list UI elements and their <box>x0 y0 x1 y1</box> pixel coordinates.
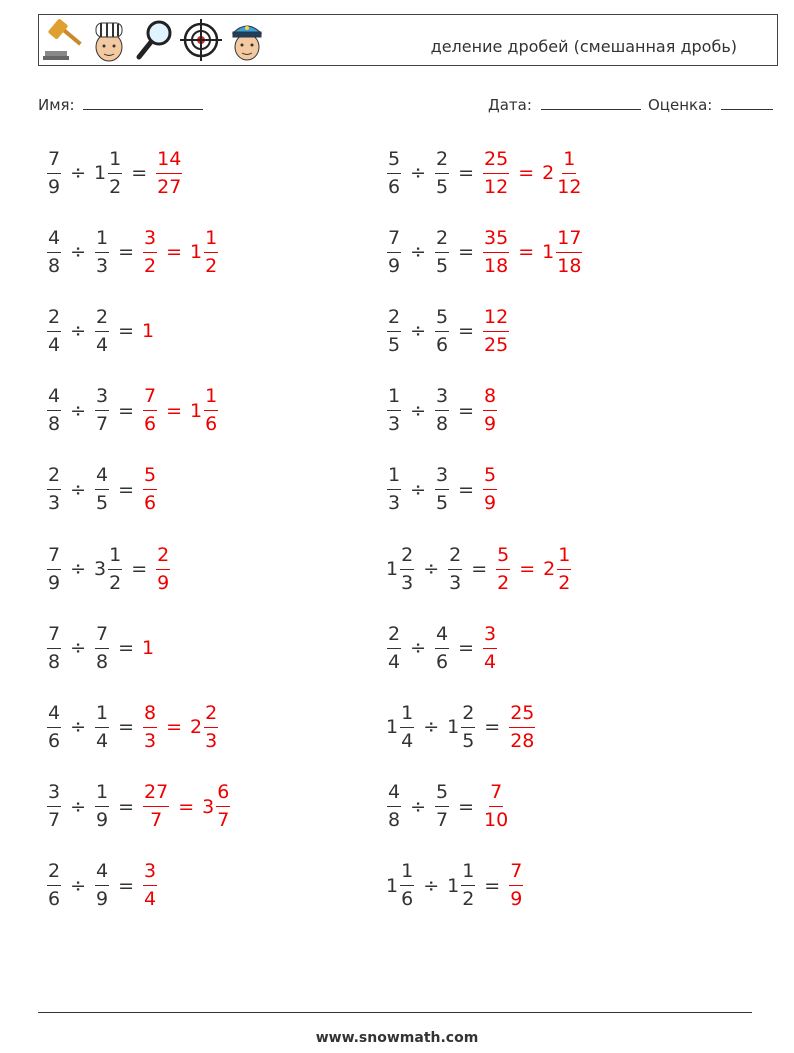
problem-row <box>386 776 510 838</box>
divide-sign: ÷ <box>410 399 427 422</box>
fraction-term <box>482 147 510 198</box>
whole-number: 2 <box>190 716 203 739</box>
fraction-term <box>386 147 402 198</box>
equals-sign: = <box>118 716 135 739</box>
fraction-term <box>142 466 158 513</box>
fraction-term <box>94 305 110 356</box>
divide-sign: ÷ <box>423 716 440 739</box>
date-field <box>488 94 641 114</box>
fraction: $\frac{5}{6}$ <box>436 305 449 356</box>
fraction-term <box>107 543 123 594</box>
fraction: $\frac{1}{3}$ <box>388 464 401 515</box>
divide-sign: ÷ <box>70 399 87 422</box>
problem-row <box>46 538 171 600</box>
fraction: $\frac{7}{9}$ <box>48 147 61 198</box>
fraction-term <box>482 305 510 356</box>
fraction: $\frac{3}{7}$ <box>48 781 61 832</box>
problem-row <box>386 617 498 679</box>
fraction: $\frac{7}{9}$ <box>510 860 523 911</box>
name-line[interactable] <box>83 94 203 110</box>
fraction: $\frac{5}{7}$ <box>436 781 449 832</box>
answer <box>482 783 510 830</box>
fraction: $\frac{4}{6}$ <box>436 622 449 673</box>
fraction-term <box>386 226 402 277</box>
fraction-term <box>434 622 450 673</box>
answer <box>142 226 219 277</box>
fraction: $\frac{2}{5}$ <box>462 701 475 752</box>
equals-sign: = <box>118 399 135 422</box>
fraction-term <box>556 543 572 594</box>
problem-row <box>46 776 231 838</box>
problem-row <box>386 380 498 442</box>
fraction-term <box>508 701 536 752</box>
fraction-term <box>94 226 110 277</box>
fraction-term <box>386 305 402 356</box>
fraction-term <box>203 701 219 752</box>
problem-row <box>46 380 219 442</box>
fraction: $\frac{4}{8}$ <box>48 385 61 436</box>
fraction: $\frac{2}{5}$ <box>388 305 401 356</box>
fraction: $\frac{5}{2}$ <box>497 543 510 594</box>
problem-row <box>386 855 524 917</box>
problem-row <box>46 300 155 362</box>
equals-sign: = <box>166 716 183 739</box>
fraction: $\frac{1}{6}$ <box>205 385 218 436</box>
name-field <box>38 94 203 114</box>
divide-sign: ÷ <box>70 241 87 264</box>
fraction-term <box>447 543 463 594</box>
fraction: $\frac{1}{4}$ <box>96 701 109 752</box>
equals-sign: = <box>166 399 183 422</box>
whole-number: 3 <box>94 558 107 580</box>
problem-row <box>386 538 572 600</box>
fraction: $\frac{2}{5}$ <box>436 226 449 277</box>
fraction: $\frac{1}{4}$ <box>401 701 414 752</box>
divide-sign: ÷ <box>423 874 440 897</box>
fraction-term <box>555 226 583 277</box>
problem-row <box>46 617 155 679</box>
fraction-term <box>142 226 158 277</box>
fraction-term <box>386 466 402 513</box>
whole-number: 1 <box>386 558 399 580</box>
fraction-term <box>46 543 62 594</box>
fraction-term <box>482 226 510 277</box>
answer <box>142 637 155 659</box>
answer <box>482 147 583 198</box>
answer <box>142 387 219 434</box>
fraction: $\frac{4}{8}$ <box>388 781 401 832</box>
fraction: $\frac{2}{4}$ <box>48 305 61 356</box>
fraction-term <box>203 387 219 434</box>
divide-sign: ÷ <box>70 558 87 580</box>
answer <box>142 466 158 513</box>
fraction: $\frac{7}{6}$ <box>144 385 157 436</box>
gavel-icon <box>41 17 85 63</box>
fraction-term <box>495 543 511 594</box>
problem-row <box>46 142 183 204</box>
divide-sign: ÷ <box>410 795 427 818</box>
fraction: $\frac{4}{6}$ <box>48 701 61 752</box>
fraction: $\frac{4}{9}$ <box>96 860 109 911</box>
whole-number: 2 <box>542 162 555 184</box>
fraction-term <box>434 305 450 356</box>
fraction: $\frac{7}{9}$ <box>388 226 401 277</box>
fraction: $\frac{4}{5}$ <box>96 464 109 515</box>
fraction-term <box>482 466 498 513</box>
name-label: Имя: <box>38 96 75 114</box>
fraction: $\frac{1}{3}$ <box>96 226 109 277</box>
answer <box>482 305 510 356</box>
problem-row <box>386 459 498 521</box>
whole-number: 1 <box>386 874 399 897</box>
whole-number: 1 <box>94 162 107 184</box>
answer <box>142 862 158 909</box>
divide-sign: ÷ <box>410 162 427 184</box>
answer <box>508 701 536 752</box>
divide-sign: ÷ <box>70 874 87 897</box>
fraction: $\frac{2}{3}$ <box>205 701 218 752</box>
equals-sign: = <box>178 795 195 818</box>
fraction-term <box>46 147 62 198</box>
fraction-term <box>46 783 62 830</box>
equals-sign: = <box>458 399 475 422</box>
fraction: $\frac{7}{8}$ <box>96 622 109 673</box>
divide-sign: ÷ <box>70 716 87 739</box>
fraction-term <box>434 147 450 198</box>
fraction-term <box>555 147 583 198</box>
equals-sign: = <box>458 478 475 501</box>
fraction: $\frac{8}{9}$ <box>484 385 497 436</box>
fraction: $\frac{2}{6}$ <box>48 860 61 911</box>
fraction-term <box>434 387 450 434</box>
fraction-term <box>94 622 110 673</box>
divide-sign: ÷ <box>410 241 427 264</box>
fraction-term <box>434 783 450 830</box>
fraction-term <box>482 622 498 673</box>
prisoner-icon <box>87 17 131 63</box>
fraction-term <box>46 862 62 909</box>
date-line[interactable] <box>541 94 641 110</box>
fraction-term <box>386 387 402 434</box>
equals-sign: = <box>458 320 475 343</box>
fraction: $\frac{3}{7}$ <box>96 385 109 436</box>
fraction-term <box>46 226 62 277</box>
fraction: $\frac{7}{10}$ <box>484 781 509 832</box>
problem-row <box>386 142 583 204</box>
equals-sign: = <box>518 162 535 184</box>
fraction-term <box>399 701 415 752</box>
fraction: $\frac{3}{5}$ <box>436 464 449 515</box>
fraction: $\frac{35}{18}$ <box>484 226 509 277</box>
fraction-term <box>46 387 62 434</box>
header-icons <box>41 17 271 63</box>
fraction-term <box>142 701 158 752</box>
fraction: $\frac{5}{9}$ <box>484 464 497 515</box>
fraction-term <box>155 543 171 594</box>
fraction: $\frac{3}{2}$ <box>144 226 157 277</box>
crosshair-icon <box>179 17 223 63</box>
fraction: $\frac{2}{3}$ <box>401 543 414 594</box>
problem-row <box>386 221 583 283</box>
fraction-term <box>46 305 62 356</box>
whole-number: 1 <box>447 716 460 739</box>
fraction-term <box>508 862 524 909</box>
score-field <box>648 94 773 114</box>
equals-sign: = <box>118 637 135 660</box>
equals-sign: = <box>458 241 475 264</box>
fraction-term <box>142 783 170 830</box>
answer <box>482 387 498 434</box>
fraction: $\frac{2}{3}$ <box>449 543 462 594</box>
equals-sign: = <box>458 795 475 818</box>
equals-sign: = <box>118 241 135 264</box>
equals-sign: = <box>166 241 183 264</box>
fraction: $\frac{5}{6}$ <box>388 147 401 198</box>
problem-row <box>46 696 219 758</box>
answer <box>155 147 183 198</box>
equals-sign: = <box>471 558 488 580</box>
whole-number: 3 <box>202 795 215 818</box>
fraction-term <box>46 622 62 673</box>
fraction: $\frac{1}{12}$ <box>557 147 582 198</box>
fraction-term <box>46 701 62 752</box>
fraction: $\frac{25}{28}$ <box>510 701 535 752</box>
divide-sign: ÷ <box>70 795 87 818</box>
whole-number: 1 <box>447 874 460 897</box>
answer <box>508 862 524 909</box>
fraction-term <box>94 862 110 909</box>
fraction-term <box>460 862 476 909</box>
fraction-term <box>482 783 510 830</box>
answer <box>142 320 155 342</box>
equals-sign: = <box>131 558 148 580</box>
whole-number: 1 <box>190 399 203 422</box>
equals-sign: = <box>118 478 135 501</box>
fraction-term <box>460 701 476 752</box>
fraction: $\frac{1}{2}$ <box>462 860 475 911</box>
equals-sign: = <box>118 874 135 897</box>
footer-divider <box>38 1012 752 1013</box>
score-line[interactable] <box>721 94 773 110</box>
problem-row <box>386 696 536 758</box>
equals-sign: = <box>458 637 475 660</box>
fraction-term <box>94 466 110 513</box>
divide-sign: ÷ <box>70 478 87 501</box>
fraction: $\frac{1}{2}$ <box>205 226 218 277</box>
fraction-term <box>386 783 402 830</box>
equals-sign: = <box>484 716 501 739</box>
fraction: $\frac{25}{12}$ <box>484 147 509 198</box>
fraction: $\frac{27}{7}$ <box>144 781 169 832</box>
fraction: $\frac{5}{6}$ <box>144 464 157 515</box>
equals-sign: = <box>118 795 135 818</box>
fraction-term <box>94 387 110 434</box>
fraction-term <box>155 147 183 198</box>
fraction: $\frac{6}{7}$ <box>217 781 230 832</box>
equals-sign: = <box>118 320 135 343</box>
problem-row <box>46 855 158 917</box>
fraction-term <box>215 783 231 830</box>
fraction-term <box>203 226 219 277</box>
fraction-term <box>399 543 415 594</box>
fraction-term <box>94 701 110 752</box>
problem-row <box>46 459 158 521</box>
magnifier-icon <box>133 17 177 63</box>
problem-row <box>46 221 219 283</box>
fraction: $\frac{7}{8}$ <box>48 622 61 673</box>
fraction: $\frac{4}{8}$ <box>48 226 61 277</box>
footer-url: www.snowmath.com <box>315 1030 479 1046</box>
divide-sign: ÷ <box>70 320 87 343</box>
whole-number: 2 <box>543 558 556 580</box>
fraction: $\frac{3}{8}$ <box>436 385 449 436</box>
police-officer-icon <box>225 17 269 63</box>
answer <box>482 622 498 673</box>
fraction: $\frac{2}{4}$ <box>96 305 109 356</box>
fraction: $\frac{2}{9}$ <box>157 543 170 594</box>
fraction: $\frac{1}{6}$ <box>401 860 414 911</box>
problem-row <box>386 300 510 362</box>
answer <box>495 543 572 594</box>
fraction-term <box>142 387 158 434</box>
equals-sign: = <box>519 558 536 580</box>
fraction-term <box>482 387 498 434</box>
whole-number: 1 <box>142 320 155 343</box>
fraction-term <box>142 862 158 909</box>
fraction: $\frac{2}{3}$ <box>48 464 61 515</box>
score-label: Оценка: <box>648 96 713 114</box>
fraction-term <box>46 466 62 513</box>
answer <box>482 466 498 513</box>
fraction-term <box>399 862 415 909</box>
fraction: $\frac{1}{9}$ <box>96 781 109 832</box>
date-label: Дата: <box>488 96 532 114</box>
fraction: $\frac{1}{3}$ <box>388 385 401 436</box>
fraction-term <box>434 226 450 277</box>
divide-sign: ÷ <box>70 162 87 184</box>
fraction: $\frac{2}{5}$ <box>436 147 449 198</box>
fraction: $\frac{14}{27}$ <box>157 147 182 198</box>
equals-sign: = <box>518 241 535 264</box>
answer <box>482 226 583 277</box>
divide-sign: ÷ <box>423 558 440 580</box>
fraction: $\frac{1}{2}$ <box>558 543 571 594</box>
answer <box>142 701 219 752</box>
worksheet-header <box>38 14 778 66</box>
answer <box>142 783 231 830</box>
fraction-term <box>386 622 402 673</box>
fraction-term <box>434 466 450 513</box>
fraction-term <box>107 147 123 198</box>
equals-sign: = <box>458 162 475 184</box>
worksheet-title: деление дробей (смешанная дробь) <box>430 37 737 56</box>
fraction: $\frac{3}{4}$ <box>484 622 497 673</box>
fraction: $\frac{17}{18}$ <box>557 226 582 277</box>
fraction: $\frac{3}{4}$ <box>144 860 157 911</box>
fraction: $\frac{1}{2}$ <box>109 147 122 198</box>
divide-sign: ÷ <box>410 320 427 343</box>
fraction: $\frac{1}{2}$ <box>109 543 122 594</box>
fraction: $\frac{12}{25}$ <box>484 305 509 356</box>
whole-number: 1 <box>386 716 399 739</box>
equals-sign: = <box>484 874 501 897</box>
fraction: $\frac{7}{9}$ <box>48 543 61 594</box>
whole-number: 1 <box>190 241 203 264</box>
fraction-term <box>94 783 110 830</box>
divide-sign: ÷ <box>70 637 87 660</box>
answer <box>155 543 171 594</box>
whole-number: 1 <box>142 637 155 660</box>
fraction: $\frac{8}{3}$ <box>144 701 157 752</box>
equals-sign: = <box>131 162 148 184</box>
divide-sign: ÷ <box>410 478 427 501</box>
whole-number: 1 <box>542 241 555 264</box>
divide-sign: ÷ <box>410 637 427 660</box>
fraction: $\frac{2}{4}$ <box>388 622 401 673</box>
